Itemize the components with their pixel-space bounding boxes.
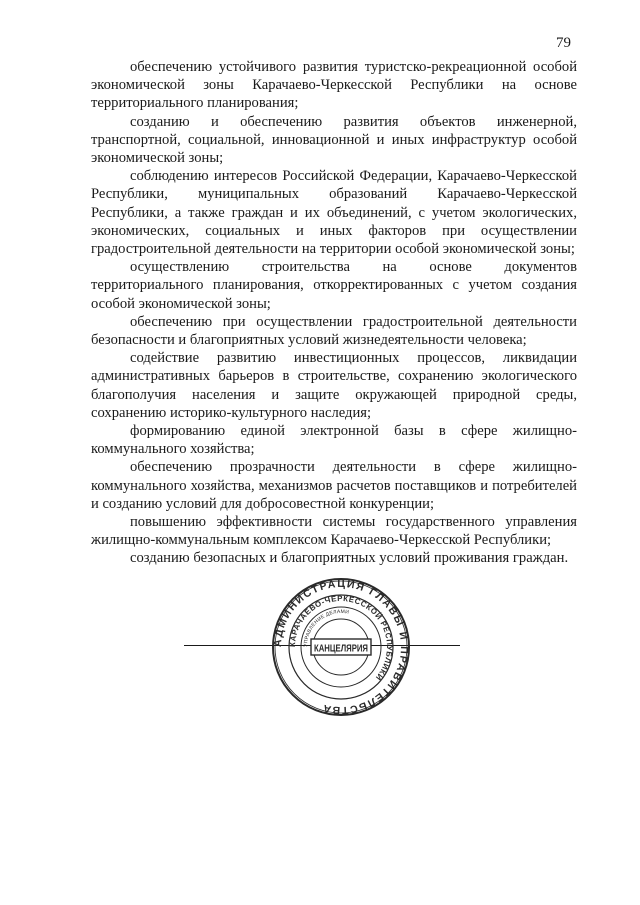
- document-body: [91, 58, 577, 568]
- paragraph: обеспечению при осуществлении градостроительной деятельности безопасности и благоприятных условий жизнедеятельности человека;: [91, 313, 577, 349]
- svg-text:УПРАВЛЕНИЕ ДЕЛАМИ: УПРАВЛЕНИЕ ДЕЛАМИ: [302, 608, 350, 648]
- paragraph: повышению эффективности системы государственного управления жилищно-коммунальным комплексом Карачаево-Черкесской Республики;: [91, 514, 577, 549]
- paragraph: обеспечению устойчивого развития туристско-рекреационной особой экономической зоны Карачаево-Черкесской Республики на основе территориального планирования;: [91, 59, 577, 112]
- svg-text:АДМИНИСТРАЦИЯ ГЛАВЫ И ПРАВИТЕЛ: АДМИНИСТРАЦИЯ ГЛАВЫ И ПРАВИТЕЛЬСТВА: [271, 577, 411, 717]
- paragraph: осуществлению строительства на основе документов территориального планирования, откорректированных с учетом создания особой экономической зоны;: [91, 259, 577, 312]
- paragraph: созданию и обеспечению развития объектов инженерной, транспортной, социальной, инновационной и иных инфраструктур особой экономической зоны;: [91, 113, 577, 167]
- svg-text:КАНЦЕЛЯРИЯ: КАНЦЕЛЯРИЯ: [314, 643, 368, 655]
- paragraph: соблюдению интересов Российской Федерации, Карачаево-Черкесской Республики, муниципальных образований Карачаево-Черкесской Республики, а также граждан и их объединений, с учетом экологических, экономических, социальных и иных факторов при осуществлении градостроительной деятельности на территории особой экономической зоны;: [91, 168, 577, 258]
- paragraph: содействие развитию инвестиционных процессов, ликвидации административных барьеров в строительстве, сохранению экологического благополучия населения и защите окружающей природной среды, сохранению историко-культурного наследия;: [91, 350, 577, 421]
- page-number: 79: [556, 35, 571, 51]
- paragraph: созданию безопасных и благоприятных условий проживания граждан.: [130, 550, 569, 567]
- svg-text:КАРАЧАЕВО-ЧЕРКЕССКОЙ РЕСПУБЛИК: КАРАЧАЕВО-ЧЕРКЕССКОЙ РЕСПУБЛИКИ: [287, 593, 395, 683]
- official-seal-stamp: [271, 577, 411, 717]
- paragraph: обеспечению прозрачности деятельности в сфере жилищно-коммунального хозяйства, механизмов расчетов поставщиков и потребителей и созданию условий для добросовестной конкуренции;: [91, 459, 577, 512]
- paragraph: формированию единой электронной базы в сфере жилищно-коммунального хозяйства;: [91, 423, 577, 458]
